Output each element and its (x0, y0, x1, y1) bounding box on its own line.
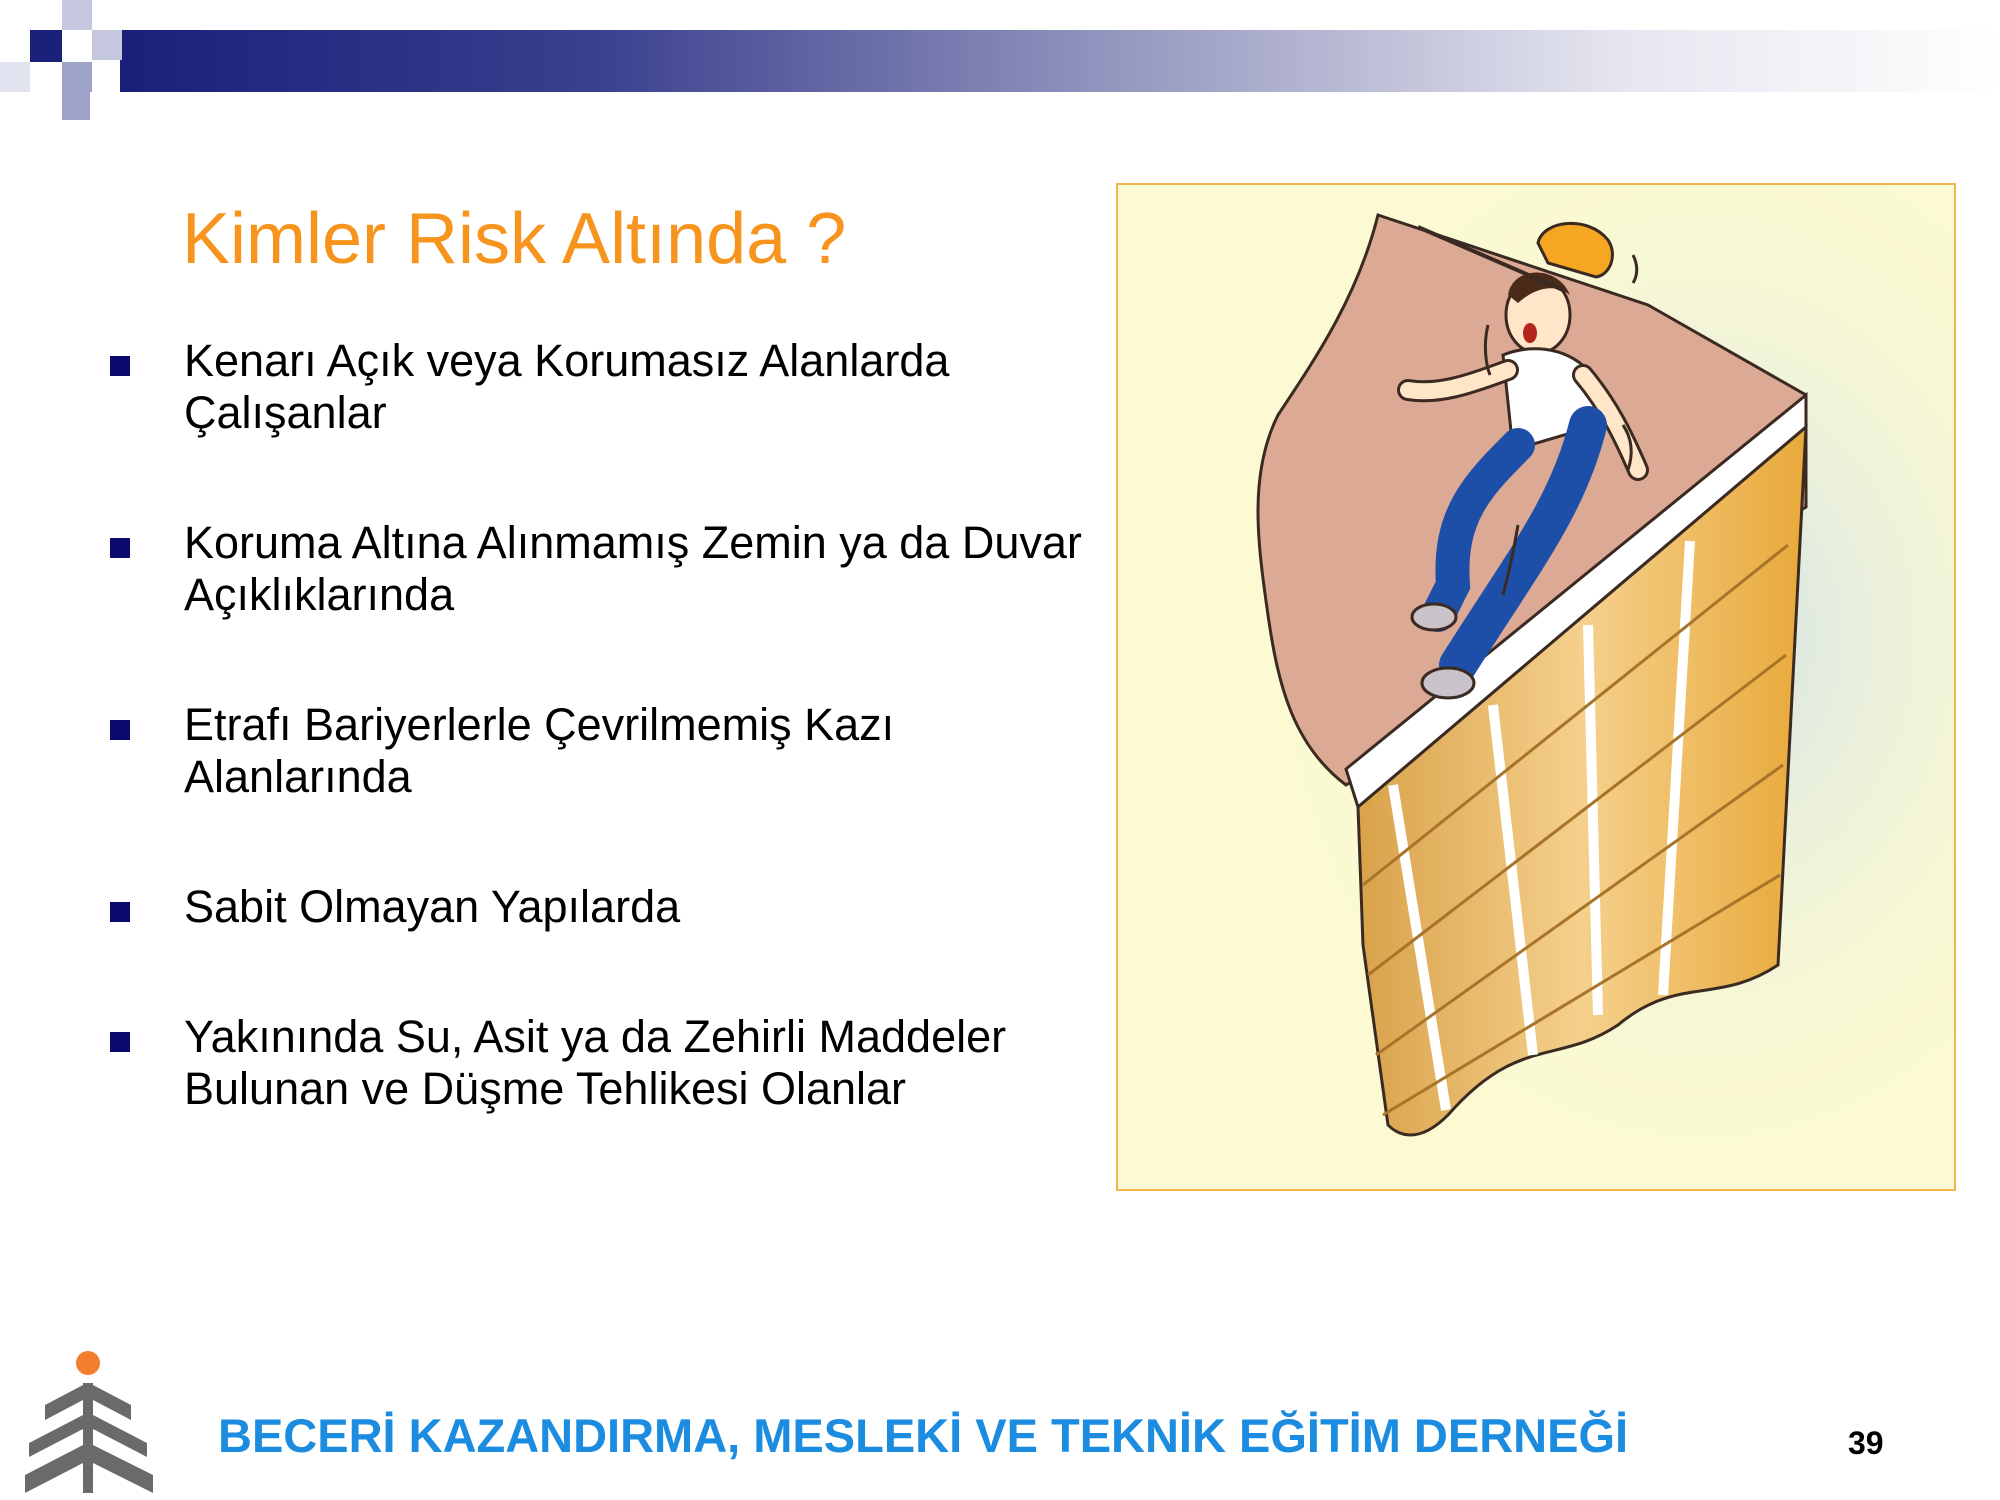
bullet-item (110, 517, 1100, 621)
header-square-light (92, 30, 122, 60)
bullet-text: Koruma Altına Alınmamış Zemin ya da Duvar Açıklıklarında (184, 517, 1082, 620)
square-bullet-icon (110, 902, 130, 922)
bullet-text: Kenarı Açık veya Korumasız Alanlarda Çalışanlar (184, 335, 950, 438)
bullet-item (110, 335, 1100, 439)
bullet-item (110, 699, 1100, 803)
bullet-text: Etrafı Bariyerlerle Çevrilmemiş Kazı Alanlarında (184, 699, 895, 802)
bullet-text: Yakınında Su, Asit ya da Zehirli Maddeler Bulunan ve Düşme Tehlikesi Olanlar (184, 1011, 1007, 1114)
square-bullet-icon (110, 720, 130, 740)
worker-falling-from-building-edge-icon (1118, 185, 1954, 1189)
header-square-mid (62, 92, 90, 120)
bullet-list (110, 335, 1100, 1115)
header-gradient-bar (120, 30, 2000, 92)
square-bullet-icon (110, 1032, 130, 1052)
header-square-mid (62, 62, 92, 92)
footer-organization-name: BECERİ KAZANDIRMA, MESLEKİ VE TEKNİK EĞİTİM DERNEĞİ (218, 1409, 1629, 1462)
falling-worker-illustration (1116, 183, 1956, 1191)
organization-logo (15, 1345, 165, 1495)
bullet-text: Sabit Olmayan Yapılarda (184, 881, 681, 932)
header-square-light (0, 62, 30, 92)
square-bullet-icon (110, 356, 130, 376)
header-square-light (62, 0, 92, 30)
bullet-item (110, 1011, 1100, 1115)
slide-title: Kimler Risk Altında ? (182, 199, 847, 279)
header-square-dark (30, 30, 62, 62)
square-bullet-icon (110, 538, 130, 558)
bullet-item (110, 881, 1100, 933)
page-number: 39 (1848, 1425, 1884, 1461)
